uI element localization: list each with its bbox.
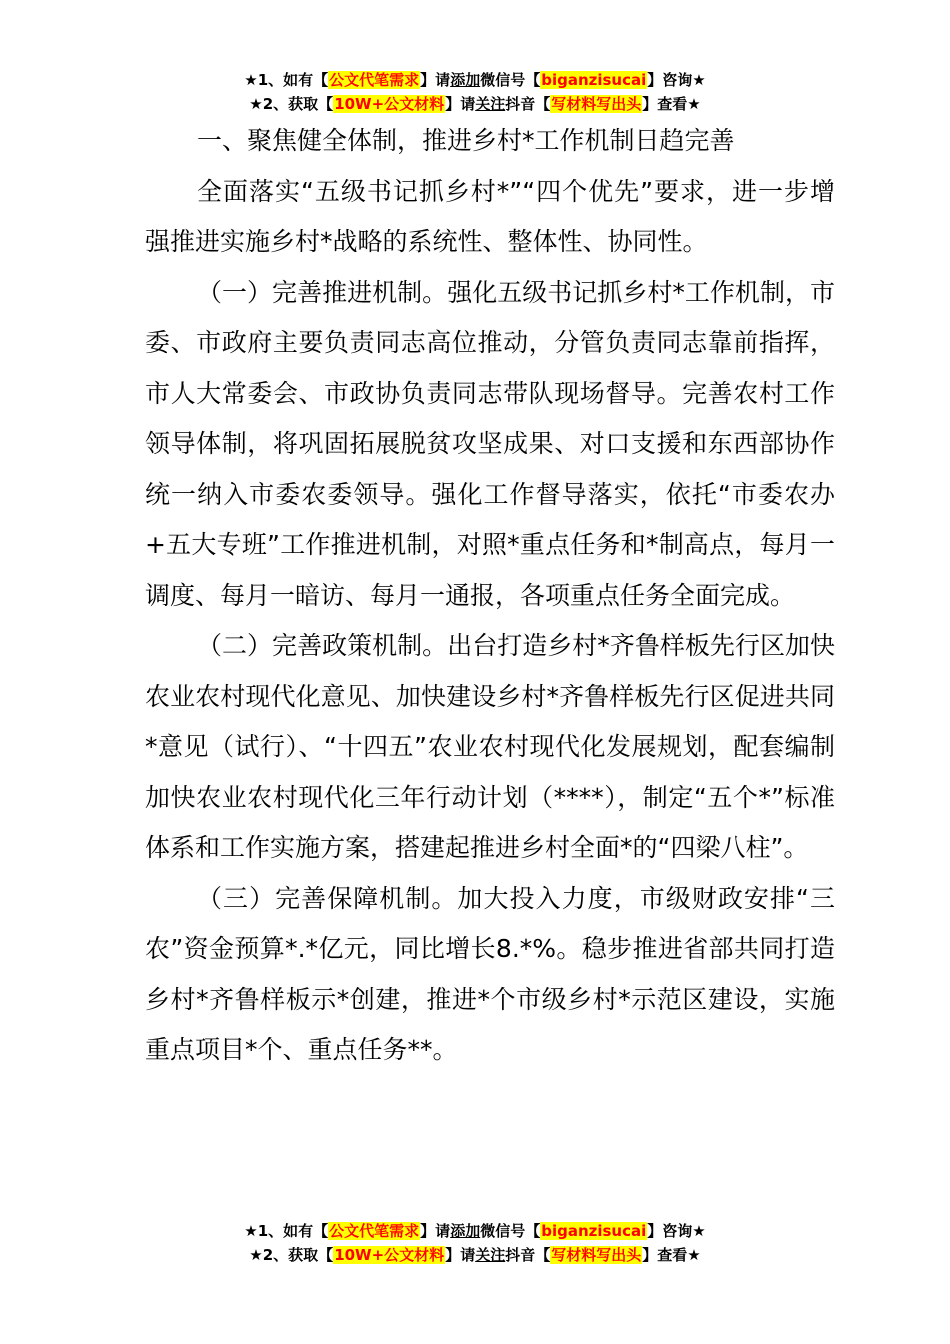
promo-text: ★1、如有【 xyxy=(244,1222,329,1240)
promo-text: ★2、获取【 xyxy=(249,95,334,113)
promo-highlight: 10W+公文材料 xyxy=(334,1246,445,1264)
paragraph: （三）完善保障机制。加大投入力度，市级财政安排“三农”资金预算*.*亿元，同比增长8.*%。稳步推进省部共同打造乡村*齐鲁样板示*创建，推进*个市级乡村*示范区建设，实施重点项目*个、重点任务**。 xyxy=(145,883,835,1064)
promo-highlight: biganzisucai xyxy=(541,1222,647,1240)
promo-text: 】请 xyxy=(445,95,476,113)
promo-underlined: 关注 xyxy=(475,95,506,113)
promo-text: 】查看★ xyxy=(642,1246,701,1264)
promo-text: 微信号【 xyxy=(480,71,541,89)
section-heading: 一、聚焦健全体制，推进乡村*工作机制日趋完善 xyxy=(197,126,735,155)
promo-highlight: biganzisucai xyxy=(541,71,647,89)
paragraph: （二）完善政策机制。出台打造乡村*齐鲁样板先行区加快农业农村现代化意见、加快建设乡村*齐鲁样板先行区促进共同*意见（试行）、“十四五”农业农村现代化发展规划，配套编制加快农业农村现代化三年行动计划（****），制定“五个*”标准体系和工作实施方案，搭建起推进乡村全面*的“四梁八柱”。 xyxy=(145,631,835,862)
promo-highlight: 公文代笔需求 xyxy=(329,71,420,89)
bottom-promo-banner xyxy=(0,1219,950,1267)
paragraph: （一）完善推进机制。强化五级书记抓乡村*工作机制，市委、市政府主要负责同志高位推动，分管负责同志靠前指挥，市人大常委会、市政协负责同志带队现场督导。完善农村工作领导体制，将巩固拓展脱贫攻坚成果、对口支援和东西部协作统一纳入市委农委领导。强化工作督导落实，依托“市委农办+五大专班”工作推进机制，对照*重点任务和*制高点，每月一调度、每月一暗访、每月一通报，各项重点任务全面完成。 xyxy=(145,277,835,610)
promo-line-2 xyxy=(0,92,950,116)
promo-line-1 xyxy=(0,1219,950,1243)
promo-text: 抖音【 xyxy=(505,1246,551,1264)
promo-line-1 xyxy=(0,68,950,92)
top-promo-banner xyxy=(0,68,950,116)
promo-highlight: 10W+公文材料 xyxy=(334,95,445,113)
promo-text: 】咨询★ xyxy=(647,1222,706,1240)
promo-text: 】请 xyxy=(445,1246,476,1264)
document-body xyxy=(145,116,835,1076)
promo-text: 】请 xyxy=(420,1222,451,1240)
promo-text: 】查看★ xyxy=(642,95,701,113)
promo-line-2 xyxy=(0,1243,950,1267)
promo-underlined: 关注 xyxy=(475,1246,506,1264)
promo-underlined: 添加 xyxy=(450,1222,481,1240)
promo-text: 抖音【 xyxy=(505,95,551,113)
promo-text: 微信号【 xyxy=(480,1222,541,1240)
promo-highlight: 公文代笔需求 xyxy=(329,1222,420,1240)
promo-text: 】咨询★ xyxy=(647,71,706,89)
promo-text: ★1、如有【 xyxy=(244,71,329,89)
promo-text: 】请 xyxy=(420,71,451,89)
promo-text: ★2、获取【 xyxy=(249,1246,334,1264)
paragraph: 全面落实“五级书记抓乡村*”“四个优先”要求，进一步增强推进实施乡村*战略的系统性、整体性、协同性。 xyxy=(145,176,835,256)
promo-underlined: 添加 xyxy=(450,71,481,89)
promo-highlight: 写材料写出头 xyxy=(551,95,642,113)
promo-highlight: 写材料写出头 xyxy=(551,1246,642,1264)
